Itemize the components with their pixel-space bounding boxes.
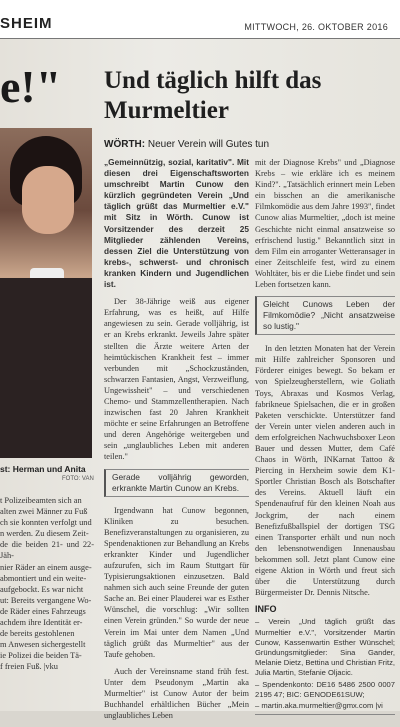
article-paragraph: Irgendwann hat Cunow begonnen, Kliniken zu besuchen. Benefizveranstaltungen zu organisieren, zu Spendenaktionen zur Behandlung an Krebs erkrankter Kinder und Jugendlicher aufzurufen, sich im Raum Stuttgart für Typisierungsaktionen einzusetzen. Bald nahmen sich auch seine Freunde der guten Sache an. Bei einer Plauderei war es Esther Wünschel, die vorschlug: „Wir sollten einen Verein gründen." So wurde der neue Verein im Mai unter dem Namen „Und täglich grüßt das Murmeltier" aus der Taufe gehoben. [104,505,249,659]
section-name: SHEIM [0,15,53,32]
pull-quote: Gleicht Cunows Leben der Filmkomödie? „Nicht ansatzweise so lustig." [255,296,395,335]
adjacent-headline-fragment: e!" [0,61,62,112]
photo-caption: st: Herman und Anita [0,464,86,474]
article-column-1 [104,157,249,727]
adjacent-article-paragraph: t Polizeibeamten sich an alten zwei Männer zu Fuß ch sie konnten verfolgt und n werden. Zu diesem Zeit- de die beiden 21- und 22-Jäh- nier Räder an einem ausge- abmontiert und ein weite- aufgebockt. Es war nicht ut: Bereits vergangene Wo- de Räder eines Fahrzeugs achdem ihre Identität er- de bereits gestohlenen m Anwesen sichergestellt ie Polizei die beiden Tä- f freien Fuß. |vku [0,496,94,672]
info-line: – Spendenkonto: DE16 5486 2500 0007 2195 47; BIC: GENODE61SUW; [255,679,395,699]
portrait-photo [0,128,92,458]
page-header [0,0,400,38]
article-paragraph: Auch der Vereinsname stand früh fest. Unter dem Pseudonym „Martin aka Murmeltier" ist Cunow Autor der beim Buchhandel erhältlichen Bücher „Mein unglaubliches Leben [104,666,249,721]
subtitle-text: Neuer Verein will Gutes tun [145,139,270,150]
photo-face [22,166,74,234]
adjacent-article-text [0,495,94,673]
article-column-2 [255,157,395,715]
article-title: Und täglich hilft das Murmeltier [104,67,322,124]
info-box-label: INFO [255,604,277,615]
subtitle-place: WÖRTH: [104,139,146,150]
info-line: – Verein „Und täglich grüßt das Murmeltier e.V.", Vorsitzender Martin Cunow, Kassenwartin Esther Wünschel; Gründungsmitglieder: Sina Gander, Melanie Dietz, Bettina und Christian Fritz, Julia Martin, Stefanie Oljacic. [255,617,395,678]
info-line: – martin.aka.murmeltier@gmx.com |vi [255,701,383,710]
article-subtitle [104,139,269,150]
article-paragraph: In den letzten Monaten hat der Verein mit Hilfe zahlreicher Sponsoren und Förderer einiges bewegt. So bekam er von Spielzeugherstellern, wie Goliath Toys, Abraxas und Kosmos Verlag, fabrikneue Spielsachen, die er in großen Paketen verschickte. Unterstützer fand der Verein unter vielen anderen auch in dem erfolgreichen Nachwuchsboxer Leon Bauer und dessen Mutter, dem Café Chaos in Wörth, INKarnat Tattoo & Piercing in Herxheim sowie dem K1-Sportler Christian Bosch als Botschafter des Vereins. Aktuell läuft ein Spendenaufruf für den kleinen Noah aus Jockgrim, der nach einem Benefizfußballspiel der dortigen TSG einen Transporter erhält und nun noch den lebensnotwendigen Innenausbau bekommen soll. Jetzt plant Cunow eine eigene Aktion in Wörth und freut sich über die Unterstützung durch Bürgermeister Dr. Dennis Nitsche. [255,344,395,598]
pull-quote: Gerade volljährig geworden, erkrankte Martin Cunow an Krebs. [104,469,249,497]
photo-clothing [0,278,92,458]
article-paragraph: mit der Diagnose Krebs" und „Diagnose Krebs – wie erkläre ich es meinem Kind?". „Tatsächlich erinnert mein Leben ein bisschen an die amerikanische Filmkomödie aus dem Jahre 1993", findet Cunow alias Murmeltier, „doch ist meine Geschichte nicht einmal ansatzweise so erfrischend lustig." Bekanntlich sitzt in dem Film ein arroganter Wetteransager in einer Zeitschleife fest, wird zu einem Wohltäter, bis er die Liebe findet und sein Leben fortsetzen kann. [255,158,395,290]
issue-date: MITTWOCH, 26. OKTOBER 2016 [244,22,388,32]
article-paragraph: Der 38-Jährige weiß aus eigener Erfahrung, was es heißt, auf Hilfe angewiesen zu sein. Gerade volljährig, ist er an Krebs erkrankt. Jeweils Jahre später stellten die Ärzte weitere Arten der heimtückischen Krankheit fest – immer verbunden mit „Schockzuständen, schwarzen Fantasien, Angst, Verzweiflung, Ungewissheit" – und verschiedenen Chemo- und Stammzellentherapien. Nach inzwischen fast 20 Jahren Krankheit möchte er seine Erfahrungen an Betroffene und deren Angehörige weitergeben und sein „unglaubliches Leben mit anderen teilen." [104,297,249,462]
header-rule [0,38,400,39]
article-lead: „Gemeinnützig, sozial, karitativ". Mit diesen drei Eigenschaftsworten umschreibt Martin Cunow den kürzlich gegründeten Verein „Und täglich grüßt das Murmeltier e.V." mit Sitz in Wörth. Cunow ist Vorsitzender des derzeit 25 Mitglieder zählenden Vereins, dessen Ziel die Unterstützung von krebs-, schwerst- und chronisch kranken Kindern und Jugendlichen ist. [104,157,249,290]
info-box [255,617,395,715]
photo-credit: FOTO: VAN [62,476,94,482]
